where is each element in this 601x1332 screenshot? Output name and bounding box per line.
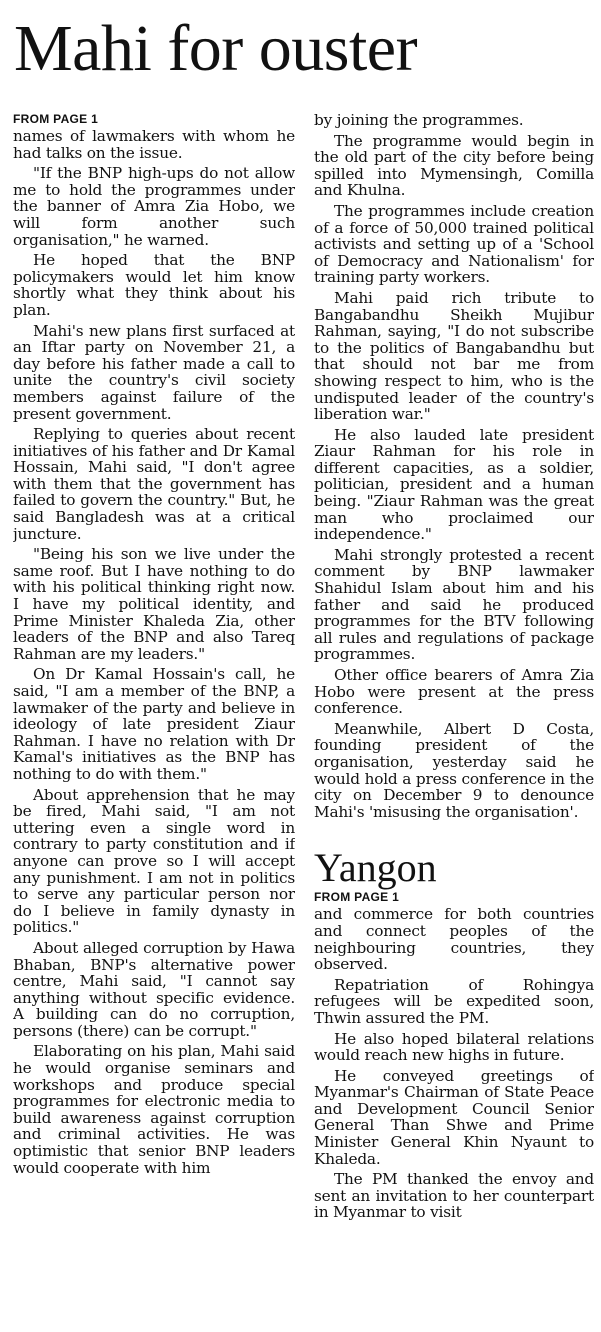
paragraph: About alleged corruption by Hawa Bhaban, BNP's alternative power centre, Mahi said, "I cannot say anything without specific evidence. A building can do no corruption, persons (there) can be corrupt." (13, 938, 295, 1040)
from-page-kicker: FROM PAGE 1 (13, 112, 99, 126)
paragraph: Meanwhile, Albert D Costa, founding president of the organisation, yesterday said he would hold a press conference in the city on December 9 to denounce Mahi's 'misusing the organisation'. (314, 719, 594, 821)
paragraph: "If the BNP high-ups do not allow me to hold the programmes under the banner of Amra Zia Hobo, we will form another such organisation," he warned. (13, 164, 295, 249)
from-page-kicker: FROM PAGE 1 (314, 890, 400, 905)
paragraph: Mahi paid rich tribute to Bangabandhu Sheikh Mujibur Rahman, saying, "I do not subscribe to the politics of Bangabandhu but that should not bar me from showing respect to him, who is the undisputed leader of the country's liberation war." (314, 288, 594, 424)
paragraph: names of lawmakers with whom he had talks on the issue. (13, 127, 295, 162)
paragraph: Repatriation of Rohingya refugees will be expedited soon, Thwin assured the PM. (314, 975, 594, 1027)
left-column (13, 112, 295, 1332)
paragraph: He conveyed greetings of Myanmar's Chairman of State Peace and Development Council Senior General Than Shwe and Prime Minister General Khin Nyaunt to Khaleda. (314, 1066, 594, 1168)
paragraph: Replying to queries about recent initiatives of his father and Dr Kamal Hossain, Mahi said, "I don't agree with them that the government has failed to govern the country." But, he said Bangladesh was at a critical juncture. (13, 425, 295, 543)
paragraph: Other office bearers of Amra Zia Hobo were present at the press conference. (314, 666, 594, 718)
paragraph: He also hoped bilateral relations would reach new highs in future. (314, 1029, 594, 1065)
paragraph: Mahi's new plans first surfaced at an Iftar party on November 21, a day before his father made a call to unite the country's civil society members against failure of the present government. (13, 321, 295, 423)
yangon-headline: Yangon (314, 845, 437, 891)
paragraph: by joining the programmes. (314, 112, 524, 129)
paragraph: "Being his son we live under the same roof. But I have nothing to do with his political thinking right now. I have my political identity, and Prime Minister Khaleda Zia, other leaders of the BNP and also Tareq Rahman are my leaders." (13, 545, 295, 663)
paragraph: Mahi strongly protested a recent comment by BNP lawmaker Shahidul Islam about him and his father and said he produced programmes for the BTV following all rules and regulations of package programmes. (314, 545, 594, 664)
paragraph: He hoped that the BNP policymakers would let him know shortly what they think about his plan. (13, 251, 295, 319)
paragraph: The programme would begin in the old part of the city before being spilled into Mymensingh, Comilla and Khulna. (314, 131, 594, 200)
paragraph: On Dr Kamal Hossain's call, he said, "I am a member of the BNP, a lawmaker of the party and believe in ideology of late president Ziaur Rahman. I have no relation with Dr Kamal's initiatives as the BNP has nothing to do with them." (13, 665, 295, 783)
paragraph: The PM thanked the envoy and sent an invitation to her counterpart in Myanmar to visit (314, 1170, 594, 1222)
paragraph: Elaborating on his plan, Mahi said he would organise seminars and workshops and produce special programmes for electronic media to build awareness against corruption and criminal activities. He was optimistic that senior BNP leaders would cooperate with him (13, 1042, 295, 1177)
paragraph: The programmes include creation of a force of 50,000 trained political activists and setting up of a 'School of Democracy and Nationalism' for training party workers. (314, 201, 594, 287)
paragraph: and commerce for both countries and connect peoples of the neighbouring countries, they observed. (314, 905, 594, 974)
right-column (314, 112, 594, 1332)
paragraph: About apprehension that he may be fired, Mahi said, "I am not uttering even a single word in contrary to party constitution and if anyone can prove so I will accept any punishment. I am not in politics to serve any particular person nor do I believe in family dynasty in politics." (13, 785, 295, 937)
headline: Mahi for ouster (14, 12, 418, 85)
paragraph: He also lauded late president Ziaur Rahman for his role in different capacities, as a soldier, politician, president and a human being. "Ziaur Rahman was the great man who proclaimed our independence." (314, 425, 594, 544)
